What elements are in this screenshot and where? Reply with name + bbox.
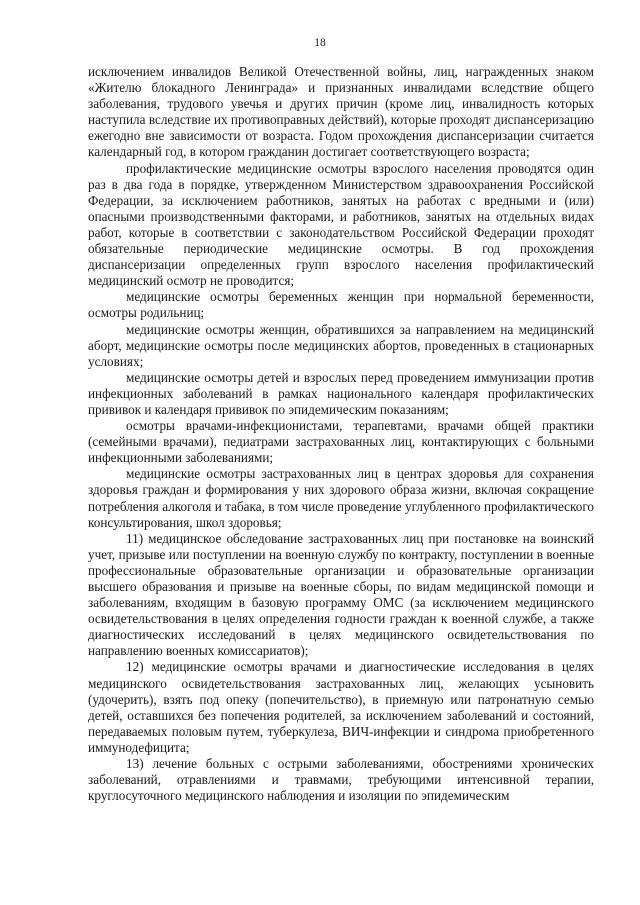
page-number: 18 xyxy=(314,37,326,49)
paragraph-preventive-exams: профилактические медицинские осмотры взрослого населения проводятся один раз в два года в порядке, утвержденном Министерством здравоохранения Российской Федерации, за исключением работников, занятых на работах с вредными и (или) опасными производственными факторами, и работников, занятых на отдельных видах работ, которые в соответствии с законодательством Российской Федерации проходят обязательные периодические медицинские осмотры. В год прохождения диспансеризации определенных групп взрослого населения профилактический медицинский осмотр не проводится; xyxy=(88,160,594,289)
paragraph-health-centers: медицинские осмотры застрахованных лиц в центрах здоровья для сохранения здоровья граждан и формирования у них здорового образа жизни, включая сокращение потребления алкоголя и табака, в том числе проведение углубленного профилактического консультирования, школ здоровья; xyxy=(88,466,594,530)
paragraph-continuation: исключением инвалидов Великой Отечественной войны, лиц, награжденных знаком «Жителю блокадного Ленинграда» и признанных инвалидами вследствие общего заболевания, трудового увечья и других причин (кроме лиц, инвалидность которых наступила вследствие их противоправных действий), которые проходят диспансеризацию ежегодно вне зависимости от возраста. Годом прохождения диспансеризации считается календарный год, в котором гражданин достигает соответствующего возраста; xyxy=(88,64,594,160)
paragraph-item-12: 12) медицинские осмотры врачами и диагностические исследования в целях медицинского освидетельствования застрахованных лиц, желающих усыновить (удочерить), взять под опеку (попечительство), в приемную или патронатную семью детей, оставшихся без попечения родителей, за исключением заболеваний и состояний, передаваемых половым путем, туберкулеза, ВИЧ-инфекции и синдрома приобретенного иммунодефицита; xyxy=(88,659,594,755)
paragraph-pregnant-exams: медицинские осмотры беременных женщин при нормальной беременности, осмотры родильниц; xyxy=(88,289,594,321)
paragraph-infectious-contacts: осмотры врачами-инфекционистами, терапевтами, врачами общей практики (семейными врачами), педиатрами застрахованных лиц, контактирующих с больными инфекционными заболеваниями; xyxy=(88,418,594,466)
paragraph-abortion-exams: медицинские осмотры женщин, обратившихся за направлением на медицинский аборт, медицинские осмотры после медицинских абортов, проведенных в стационарных условиях; xyxy=(88,321,594,369)
document-body xyxy=(88,64,594,804)
paragraph-item-13: 13) лечение больных с острыми заболеваниями, обострениями хронических заболеваний, отравлениями и травмами, требующими интенсивной терапии, круглосуточного медицинского наблюдения и изоляции по эпидемическим xyxy=(88,756,594,804)
paragraph-immunization-exams: медицинские осмотры детей и взрослых перед проведением иммунизации против инфекционных заболеваний в рамках национального календаря профилактических прививок и календаря прививок по эпидемическим показаниям; xyxy=(88,369,594,417)
paragraph-item-11: 11) медицинское обследование застрахованных лиц при постановке на воинский учет, призыве или поступлении на военную службу по контракту, поступлении в военные профессиональные образовательные организации и образовательные организации высшего образования и призыве на военные сборы, по видам медицинской помощи и заболеваниям, входящим в базовую программу ОМС (за исключением медицинского освидетельствования в целях определения годности граждан к военной службе, а также диагностических исследований в целях медицинского освидетельствования по направлению военных комиссариатов); xyxy=(88,530,594,659)
